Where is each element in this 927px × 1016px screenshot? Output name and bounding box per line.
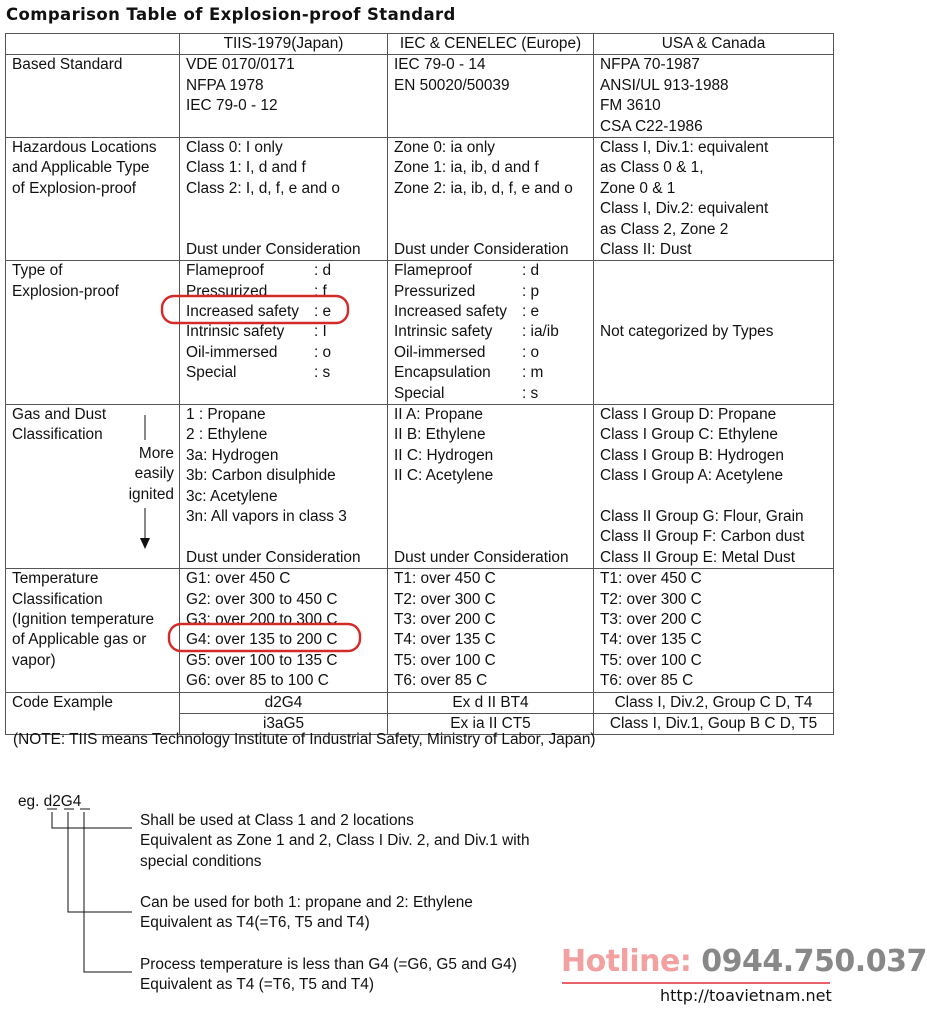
label-hazardous-locations: Hazardous Locations and Applicable Type of Explosion-proof	[6, 137, 180, 260]
row-temperature-classification	[6, 569, 834, 692]
code-usa-2: Class I, Div.1, Goup B C D, T5	[594, 713, 834, 734]
label-temperature: Temperature Classification (Ignition temperature of Applicable gas or vapor)	[6, 569, 180, 692]
type-tiis: Flameproof : d Pressurized : f Increased safety : e Intrinsic safety : I Oil-immersed : o Special : s	[180, 261, 388, 405]
type-iec: Flameproof : d Pressurized : p Increased safety : e Intrinsic safety : ia/ib Oil-immersed : o Encapsulation : m Special : s	[388, 261, 594, 405]
example-item-1: Shall be used at Class 1 and 2 locations Equivalent as Zone 1 and 2, Class I Div. 2, and Div.1 with special conditions	[140, 812, 530, 870]
label-code-example: Code Example	[6, 692, 180, 735]
code-iec-1: Ex d II BT4	[388, 692, 594, 713]
row-based-standard	[6, 55, 834, 138]
gas-usa: Class I Group D: Propane Class I Group C: Ethylene Class I Group B: Hydrogen Class I Group A: Acetylene Class II Group G: Flour, Grain Class II Group F: Carbon dust Class II Group E: Metal Dust	[594, 405, 834, 569]
hotline-watermark	[561, 944, 927, 980]
gas-tiis: 1 : Propane 2 : Ethylene 3a: Hydrogen 3b: Carbon disulphide 3c: Acetylene 3n: All vapors in class 3 Dust under Consideration	[180, 405, 388, 569]
code-tiis-1: d2G4	[180, 692, 388, 713]
based-tiis: VDE 0170/0171 NFPA 1978 IEC 79-0 - 12	[180, 55, 388, 138]
row-hazardous-locations	[6, 137, 834, 260]
label-based-standard: Based Standard	[6, 55, 180, 138]
code-usa-1: Class I, Div.2, Group C D, T4	[594, 692, 834, 713]
temp-iec: T1: over 450 C T2: over 300 C T3: over 200 C T4: over 135 C T5: over 100 C T6: over 85 C	[388, 569, 594, 692]
example-code: eg. d2G4	[18, 793, 82, 810]
code-iec-2: Ex ia II CT5	[388, 713, 594, 734]
header-iec: IEC & CENELEC (Europe)	[388, 34, 594, 55]
based-usa: NFPA 70-1987 ANSI/UL 913-1988 FM 3610 CSA C22-1986	[594, 55, 834, 138]
example-item-2: Can be used for both 1: propane and 2: Ethylene Equivalent as T4(=T6, T5 and T4)	[140, 894, 473, 932]
temp-tiis: G1: over 450 C G2: over 300 to 450 C G3: over 200 to 300 C G4: over 135 to 200 C G5: over 100 to 135 C G6: over 85 to 100 C	[180, 569, 388, 692]
temp-usa: T1: over 450 C T2: over 300 C T3: over 200 C T4: over 135 C T5: over 100 C T6: over 85 C	[594, 569, 834, 692]
hazard-tiis: Class 0: I only Class 1: I, d and f Class 2: I, d, f, e and o Dust under Consideration	[180, 137, 388, 260]
label-gas-dust: Gas and Dust Classification	[6, 405, 180, 569]
table-header-row	[6, 34, 834, 55]
example-item-3: Process temperature is less than G4 (=G6, G5 and G4) Equivalent as T4 (=T6, T5 and T4)	[140, 956, 517, 994]
example-bracket-lines	[47, 809, 132, 972]
page-title: Comparison Table of Explosion-proof Standard	[6, 5, 456, 24]
row-type-of-explosion-proof	[6, 261, 834, 405]
header-tiis: TIIS-1979(Japan)	[180, 34, 388, 55]
hotline-label: Hotline:	[561, 944, 692, 979]
more-easily-ignited-text: More easily ignited	[128, 445, 174, 503]
comparison-table	[5, 33, 834, 735]
hazard-iec: Zone 0: ia only Zone 1: ia, ib, d and f Zone 2: ia, ib, d, f, e and o Dust under Consideration	[388, 137, 594, 260]
note-text: (NOTE: TIIS means Technology Institute of Industrial Safety, Ministry of Labor, Japan)	[13, 731, 596, 748]
header-empty	[6, 34, 180, 55]
code-tiis-2: i3aG5	[180, 713, 388, 734]
gas-iec: II A: Propane II B: Ethylene II C: Hydrogen II C: Acetylene Dust under Consideration	[388, 405, 594, 569]
website-url: http://toavietnam.net	[660, 986, 832, 1005]
hotline-number: 0944.750.037	[701, 944, 927, 979]
hazard-usa: Class I, Div.1: equivalent as Class 0 & 1, Zone 0 & 1 Class I, Div.2: equivalent as Class 2, Zone 2 Class II: Dust	[594, 137, 834, 260]
based-iec: IEC 79-0 - 14 EN 50020/50039	[388, 55, 594, 138]
row-code-example-1	[6, 692, 834, 713]
type-usa: Not categorized by Types	[594, 261, 834, 405]
label-type: Type of Explosion-proof	[6, 261, 180, 405]
header-usa: USA & Canada	[594, 34, 834, 55]
